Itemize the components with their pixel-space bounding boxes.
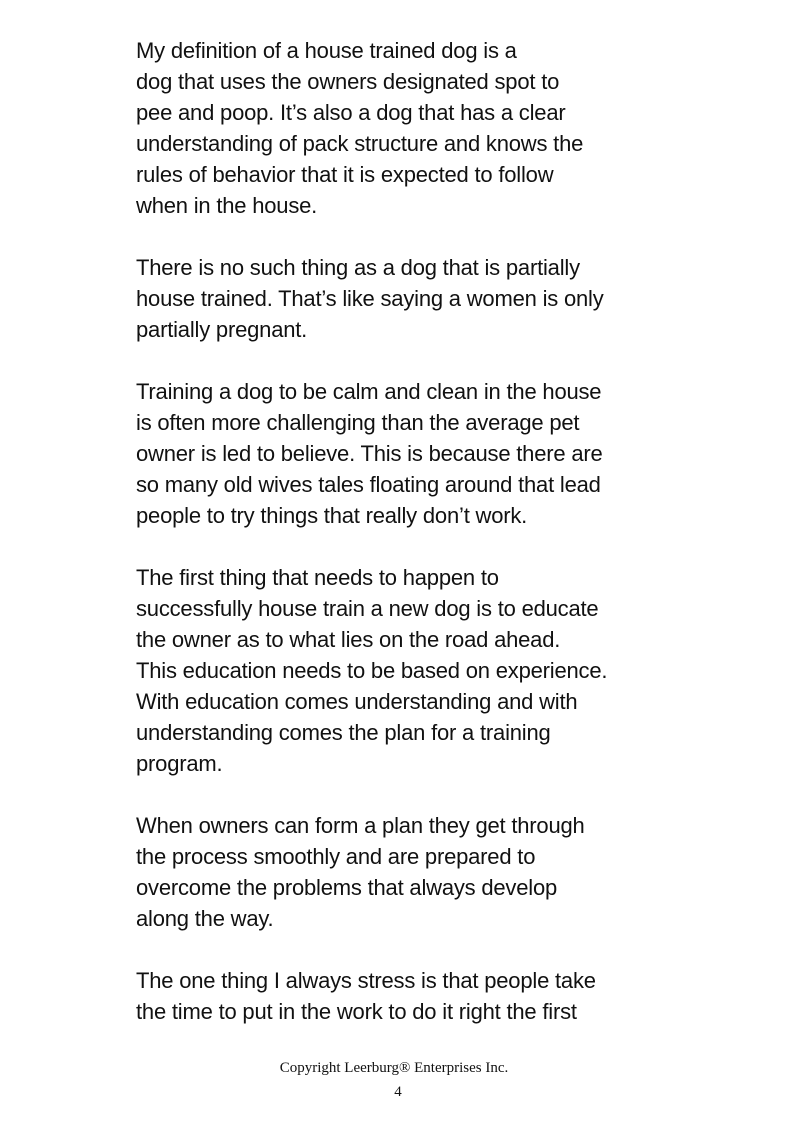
paragraph-form-a-plan: [136, 810, 696, 934]
text-line: understanding comes the plan for a training: [136, 720, 551, 745]
text-line: so many old wives tales floating around that lead: [136, 472, 601, 497]
text-line: along the way.: [136, 906, 274, 931]
text-line: overcome the problems that always develop: [136, 875, 558, 900]
text-line: partially pregnant.: [136, 317, 308, 342]
text-line: Training a dog to be calm and clean in the house: [136, 379, 602, 404]
paragraph-educate-owner: [136, 562, 696, 779]
text-line: when in the house.: [136, 193, 318, 218]
text-line: There is no such thing as a dog that is partially: [136, 255, 580, 280]
text-line: people to try things that really don’t work.: [136, 503, 528, 528]
text-line: program.: [136, 751, 223, 776]
paragraph-house-trained-definition: [136, 35, 696, 221]
text-line: With education comes understanding and with: [136, 689, 578, 714]
text-line: rules of behavior that it is expected to follow: [136, 162, 554, 187]
text-line: the owner as to what lies on the road ahead.: [136, 627, 561, 652]
text-line: This education needs to be based on experience.: [136, 658, 608, 683]
text-line: house trained. That’s like saying a women is only: [136, 286, 604, 311]
text-line: The first thing that needs to happen to: [136, 565, 499, 590]
text-line: The one thing I always stress is that people take: [136, 968, 596, 993]
text-line: pee and poop. It’s also a dog that has a clear: [136, 100, 566, 125]
text-line: the process smoothly and are prepared to: [136, 844, 536, 869]
text-line: owner is led to believe. This is because there are: [136, 441, 603, 466]
text-line: dog that uses the owners designated spot to: [136, 69, 560, 94]
text-line: the time to put in the work to do it right the first: [136, 999, 577, 1024]
text-line: understanding of pack structure and knows the: [136, 131, 584, 156]
paragraph-do-it-right: [136, 965, 696, 1027]
text-line: successfully house train a new dog is to educate: [136, 596, 599, 621]
text-line: My definition of a house trained dog is a: [136, 38, 517, 63]
text-line: When owners can form a plan they get through: [136, 813, 585, 838]
paragraph-training-challenge: [136, 376, 696, 531]
footer-copyright: Copyright Leerburg® Enterprises Inc.: [279, 1060, 509, 1076]
body-text: [136, 35, 696, 1058]
text-line: is often more challenging than the average pet: [136, 410, 580, 435]
paragraph-partially-trained: [136, 252, 696, 345]
page-number: 4: [394, 1084, 402, 1100]
